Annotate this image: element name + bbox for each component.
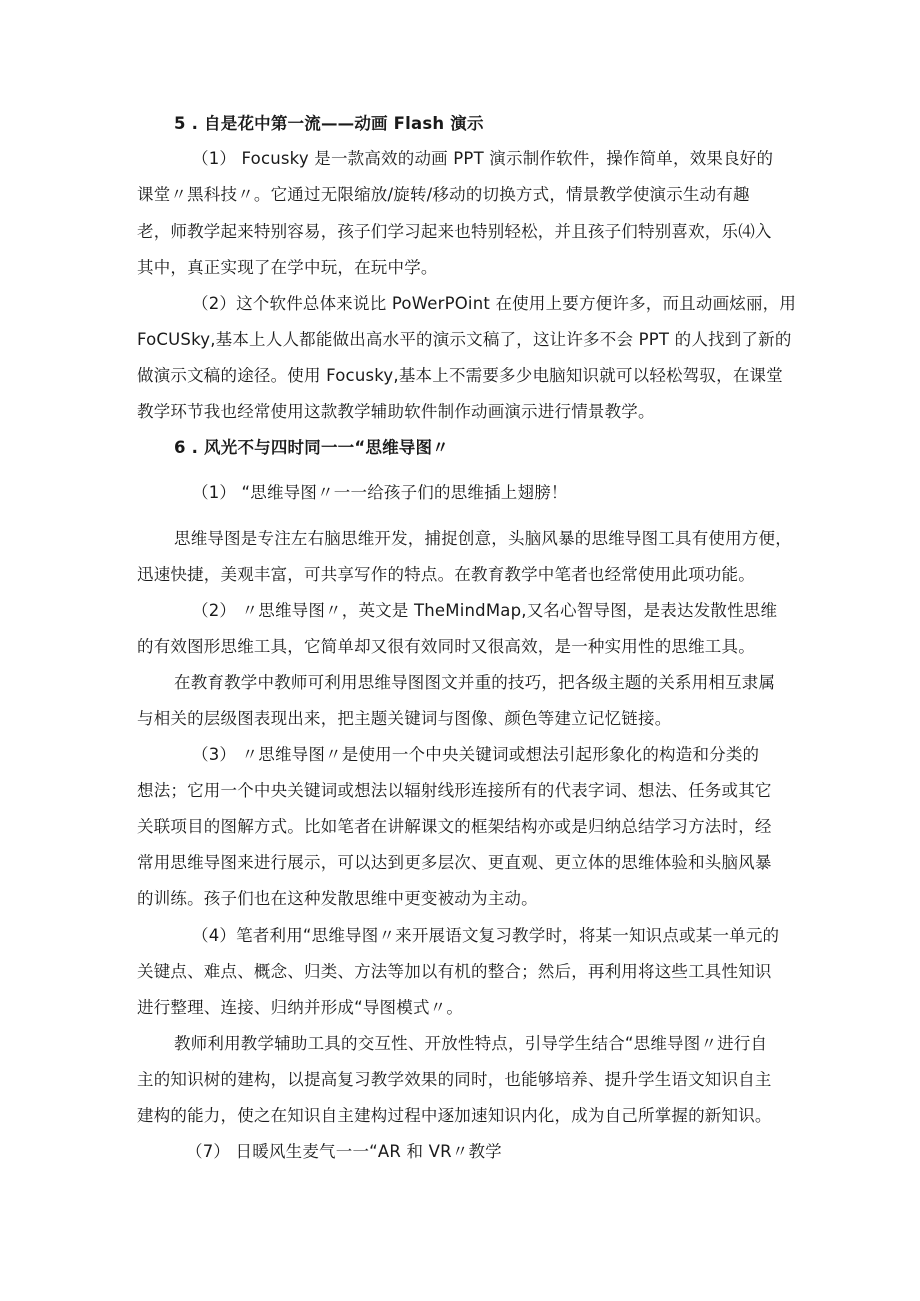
paragraph-line: 建构的能力，使之在知识自主建构过程中逐加速知识内化，成为自己所掌握的新知识。 [137,1106,772,1125]
paragraph-line: （4）笔者利用“思维导图〃来开展语文复习教学时，将某一知识点或某一单元的 [192,926,780,945]
paragraph-line: 思维导图是专注左右脑思维开发，捕捉创意，头脑风暴的思维导图工具有使用方便， [174,529,792,548]
subheading-line: （7） 日暖风生麦气一一“AR 和 VR〃教学 [186,1142,502,1161]
paragraph-line: 与相关的层级图表现出来，把主题关键词与图像、颜色等建立记忆链接。 [137,709,672,728]
paragraph-line: 做演示文稿的途径。使用 Focusky,基本上不需要多少电脑知识就可以轻松驾驭，在课堂 [137,366,783,385]
paragraph-line: 常用思维导图来进行展示，可以达到更多层次、更直观、更立体的思维体验和头脑风暴 [137,853,772,872]
paragraph-line: 老，师教学起来特别容易，孩子们学习起来也特别轻松，并且孩子们特别喜欢，乐⑷入 [137,222,772,241]
section-heading-6: 6 . 风光不与四时同一一“思维导图〃 [174,438,449,457]
paragraph-line: 其中，真正实现了在学中玩，在玩中学。 [137,258,438,277]
paragraph-line: 教师利用教学辅助工具的交互性、开放性特点，引导学生结合“思维导图〃进行自 [174,1034,768,1053]
paragraph-line: 想法；它用一个中央关键词或想法以辐射线形连接所有的代表字词、想法、任务或其它 [137,781,772,800]
paragraph-line: （1） Focusky 是一款高效的动画 PPT 演示制作软件，操作简单，效果良好的 [192,149,774,168]
paragraph-line: （3） 〃思维导图〃是使用一个中央关键词或想法引起形象化的构造和分类的 [192,745,760,764]
paragraph-line: 关联项目的图解方式。比如笔者在讲解课文的框架结构亦或是归纳总结学习方法时，经 [137,817,772,836]
paragraph-line: 在教育教学中教师可利用思维导图图文并重的技巧，把各级主题的关系用相互隶属 [174,673,776,692]
paragraph-line: 教学环节我也经常使用这款教学辅助软件制作动画演示进行情景教学。 [137,402,655,421]
section-heading-5: 5 . 自是花中第一流——动画 Flash 演示 [174,114,484,133]
paragraph-line: 迅速快捷，美观丰富，可共享写作的特点。在教育教学中笔者也经常使用此项功能。 [137,565,755,584]
paragraph-line: 主的知识树的建构，以提高复习教学效果的同时，也能够培养、提升学生语文知识自主 [137,1070,772,1089]
paragraph-line: 进行整理、连接、归纳并形成“导图模式〃。 [137,998,464,1017]
paragraph-line: FoCUSky,基本上人人都能做出高水平的演示文稿了，这让许多不会 PPT 的人找到了新的 [137,330,792,349]
paragraph-line: 的训练。孩子们也在这种发散思维中更变被动为主动。 [137,889,538,908]
paragraph-line: 的有效图形思维工具，它简单却又很有效同时又很高效，是一种实用性的思维工具。 [137,637,755,656]
subheading-line: （1） “思维导图〃一一给孩子们的思维插上翅膀！ [192,483,568,502]
paragraph-line: （2）这个软件总体来说比 PoWerPOint 在使用上要方便许多，而且动画炫丽，用 [192,294,797,313]
paragraph-line: 关键点、难点、概念、归类、方法等加以有机的整合；然后，再利用将这些工具性知识 [137,962,772,981]
paragraph-line: 课堂〃黑科技〃。它通过无限缩放/旋转/移动的切换方式，情景教学使演示生动有趣 [137,185,750,204]
paragraph-line: （2） 〃思维导图〃，英文是 TheMindMap,又名心智导图，是表达发散性思维 [192,601,778,620]
